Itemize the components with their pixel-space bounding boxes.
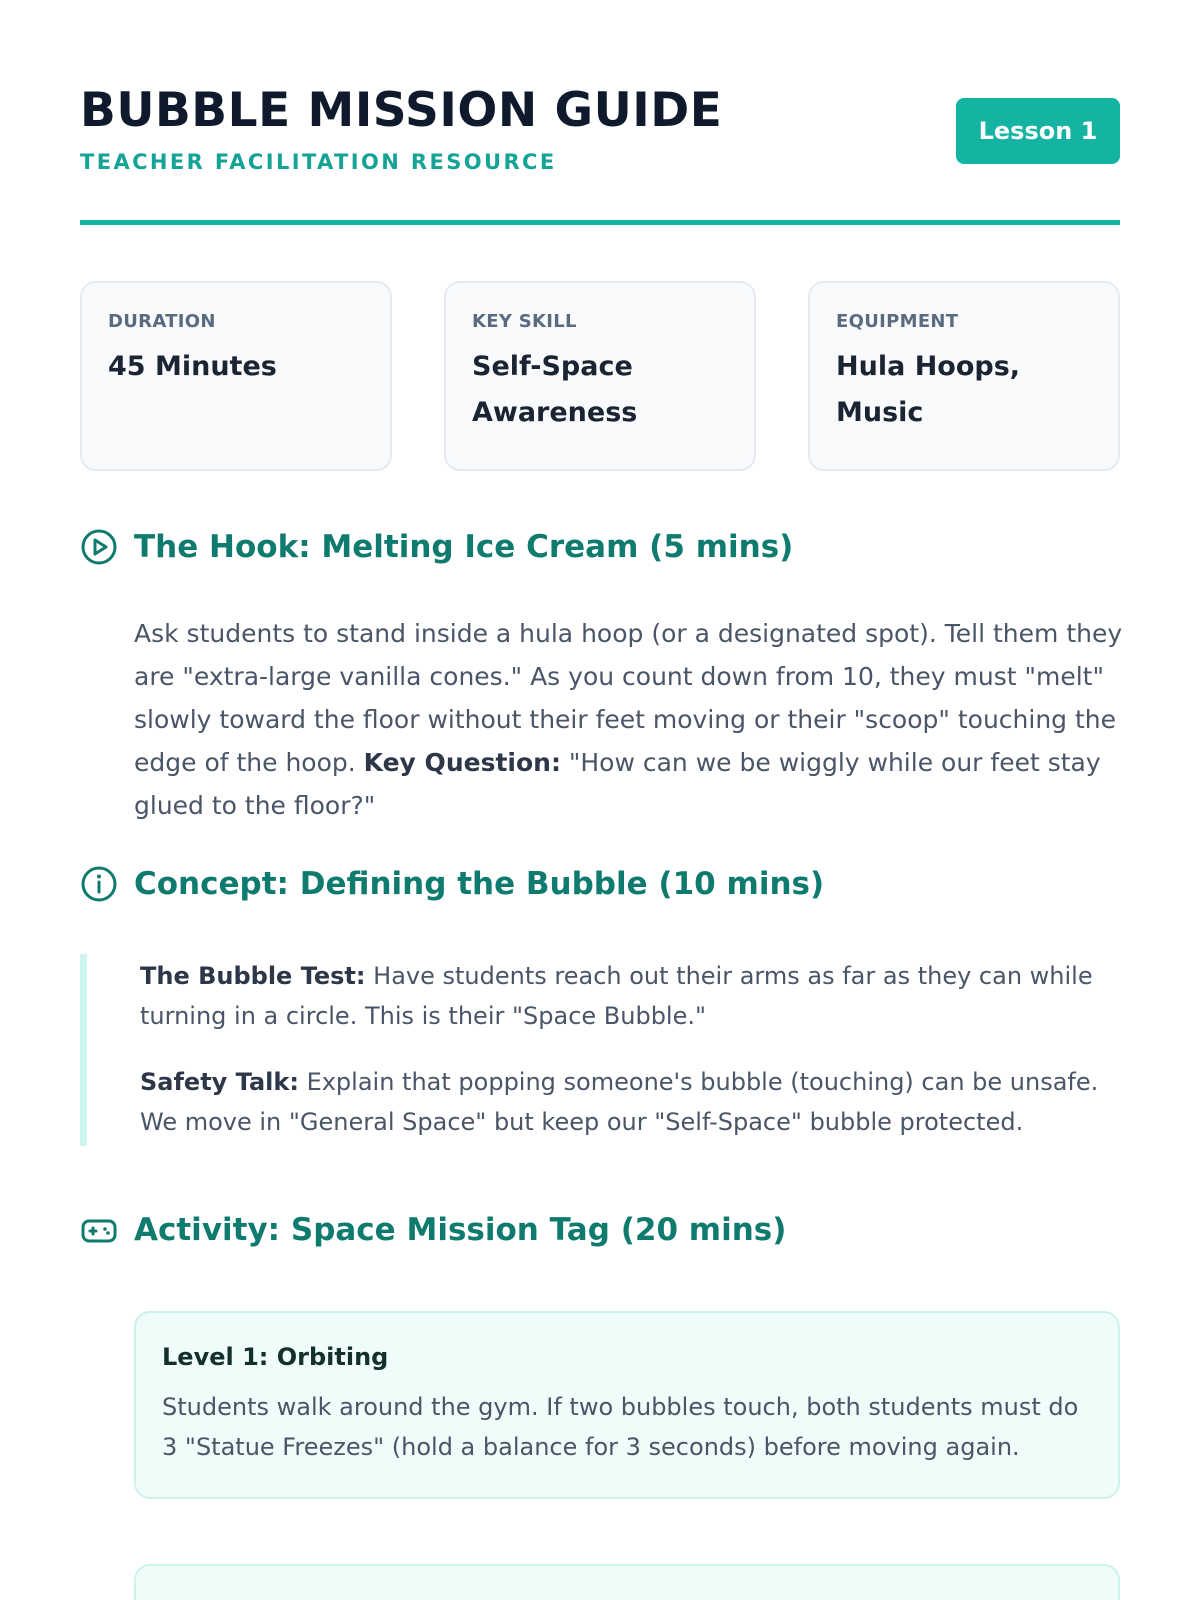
- hook-section-title: The Hook: Melting Ice Cream (5 mins): [134, 529, 794, 565]
- safety-talk-point: [140, 1062, 1120, 1142]
- point-label: Safety Talk:: [140, 1068, 299, 1096]
- point-text: Have students reach out their arms as far as they can while turning in a circle. This is their "Space Bubble.": [140, 962, 1093, 1030]
- card-label: KEY SKILL: [472, 311, 577, 332]
- hook-intro-text: Ask students to stand inside a hula hoop (or a designated spot). Tell them they are "extra-large vanilla cones." As you count down from 10, they must "melt" slowly toward the floor without their feet moving or their "scoop" touching the edge of the hoop.: [134, 619, 1123, 777]
- level-card-next: [134, 1564, 1120, 1600]
- card-value: Self-Space Awareness: [472, 351, 638, 428]
- bubble-test-point: [140, 956, 1120, 1036]
- lesson-guide-page: [80, 83, 1123, 1461]
- key-question-text: "How can we be wiggly while our feet stay glued to the floor?": [134, 748, 1101, 820]
- header: [80, 84, 1120, 214]
- header-divider: [80, 220, 1120, 225]
- activity-section-header: [80, 1211, 786, 1249]
- level-title: Level 1: Orbiting: [162, 1343, 389, 1371]
- concept-section-header: [80, 865, 824, 903]
- card-label: EQUIPMENT: [836, 311, 959, 332]
- point-label: The Bubble Test:: [140, 962, 366, 990]
- duration-card: [80, 281, 392, 471]
- key-question-label: Key Question:: [363, 748, 561, 777]
- hook-description: [134, 612, 1134, 827]
- play-circle-icon: [80, 528, 118, 566]
- concept-section-title: Concept: Defining the Bubble (10 mins): [134, 866, 825, 902]
- card-value: Hula Hoops, Music: [836, 351, 1021, 428]
- page-subtitle: TEACHER FACILITATION RESOURCE: [80, 150, 557, 174]
- gamepad-icon: [80, 1211, 118, 1249]
- level-description: Students walk around the gym. If two bubbles touch, both students must do 3 "Statue Freezes" (hold a balance for 3 seconds) before moving again.: [162, 1393, 1079, 1461]
- info-circle-icon: [80, 865, 118, 903]
- card-label: DURATION: [108, 311, 216, 332]
- concept-callout: [80, 954, 1120, 1146]
- card-value: 45 Minutes: [108, 351, 277, 382]
- page-title: BUBBLE MISSION GUIDE: [80, 83, 723, 138]
- level-card: [134, 1311, 1120, 1499]
- info-cards: [80, 281, 1120, 471]
- lesson-badge: Lesson 1: [956, 98, 1120, 164]
- hook-section-header: [80, 528, 793, 566]
- point-text: Explain that popping someone's bubble (touching) can be unsafe. We move in "General Space" but keep our "Self-Space" bubble protected.: [140, 1068, 1099, 1136]
- equipment-card: [808, 281, 1120, 471]
- activity-section-title: Activity: Space Mission Tag (20 mins): [134, 1212, 787, 1248]
- key-skill-card: [444, 281, 756, 471]
